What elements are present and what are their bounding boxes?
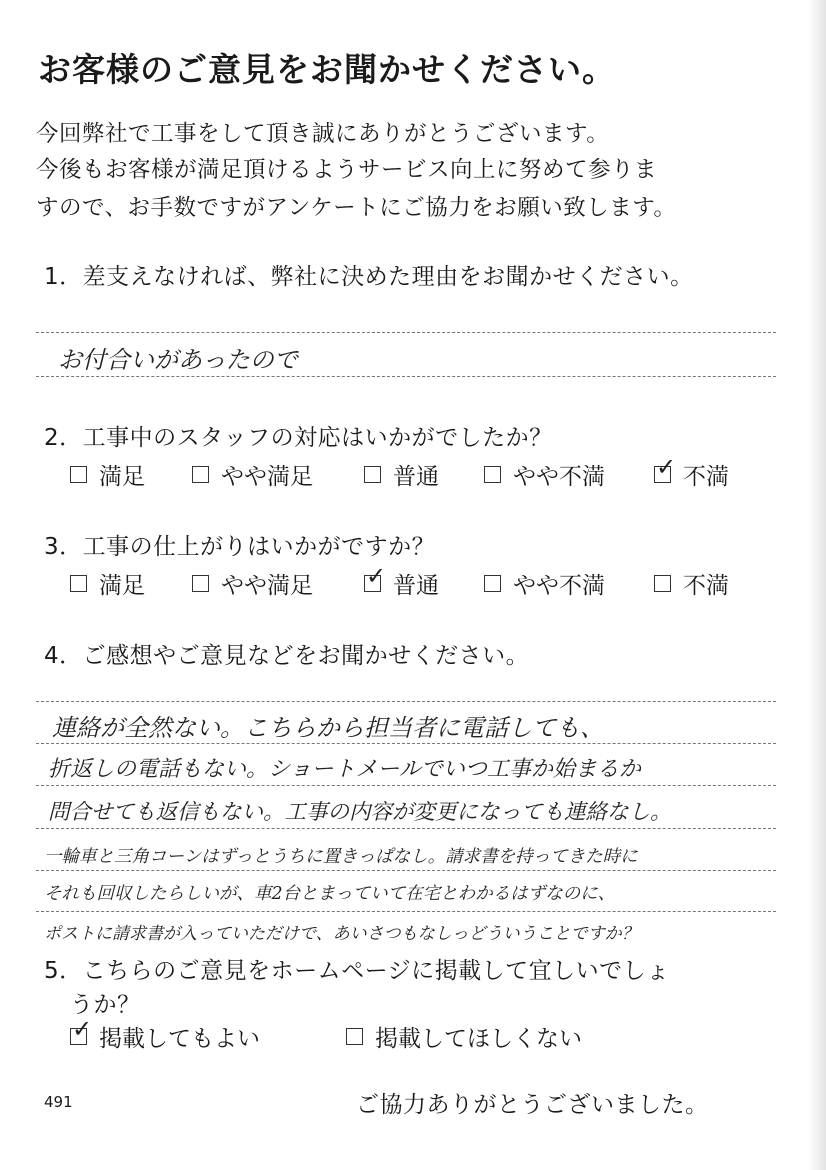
answer-line [36, 332, 776, 333]
q2-option-4[interactable]: やや不満 [484, 458, 654, 491]
q5-option-2[interactable]: 掲載してほしくない [346, 1020, 582, 1053]
checkbox[interactable] [364, 466, 381, 483]
question-5-line-2: うか？ [70, 992, 141, 1018]
checkbox[interactable] [192, 466, 209, 483]
answer-line [36, 785, 776, 786]
question-2-options [70, 453, 729, 491]
checkbox[interactable] [346, 1028, 363, 1045]
checkbox[interactable] [654, 575, 671, 592]
q2-option-5[interactable]: ✓ 不満 [656, 453, 729, 490]
page-edge-shadow [808, 0, 826, 1170]
q2-option-1[interactable]: 満足 [70, 458, 192, 491]
question-4: 4．ご感想やご意見などをお聞かせください。 [44, 643, 530, 669]
question-4-answer-line-6: ポストに請求書が入っていただけで、あいさつもなしっどういうことですか？ [44, 924, 639, 944]
question-4-answer-line-2: 折返しの電話もない。ショートメールでいつ工事か始まるか [48, 757, 641, 782]
question-3-options [70, 562, 729, 600]
question-4-answer-line-3: 問合せても返信もない。工事の内容が変更になっても連絡なし。 [48, 800, 672, 825]
question-4-answer-line-4: 一輪車と三角コーンはずっとうちに置きっぱなし。請求書を持ってきた時に [44, 847, 638, 867]
page-title: お客様のご意見をお聞かせください。 [38, 50, 616, 89]
question-5-line-1: 5．こちらのご意見をホームページに掲載して宜しいでしょ [44, 958, 670, 984]
answer-line [36, 828, 776, 829]
q2-option-2[interactable]: やや満足 [192, 458, 364, 491]
question-2: 2．工事中のスタッフの対応はいかがでしたか？ [44, 425, 553, 451]
page-number: 491 [44, 1093, 73, 1111]
answer-line [36, 701, 776, 702]
check-mark-icon: ✓ [72, 1015, 93, 1043]
checkbox-checked[interactable] [70, 1015, 93, 1045]
checkbox-checked[interactable] [364, 562, 387, 592]
q3-option-5[interactable]: 不満 [654, 567, 729, 600]
check-mark-icon: ✓ [656, 453, 677, 481]
answer-line [36, 870, 776, 871]
question-1: 1．差支えなければ、弊社に決めた理由をお聞かせください。 [44, 264, 694, 290]
question-4-answer-line-5: それも回収したらしいが、車2台とまっていて在宅とわかるはずなのに、 [44, 884, 616, 904]
q5-option-1[interactable]: ✓ 掲載してもよい [72, 1015, 260, 1052]
checkbox[interactable] [484, 575, 501, 592]
intro-line-3: すので、お手数ですがアンケートにご協力をお願い致します。 [36, 195, 677, 221]
answer-line [36, 911, 776, 912]
q3-option-2[interactable]: やや満足 [192, 567, 364, 600]
check-mark-icon: ✓ [366, 562, 387, 590]
checkbox[interactable] [192, 575, 209, 592]
answer-line [36, 743, 776, 744]
checkbox-checked[interactable] [654, 453, 677, 483]
intro-line-1: 今回弊社で工事をして頂き誠にありがとうございます。 [36, 121, 610, 147]
q3-option-4[interactable]: やや不満 [484, 567, 654, 600]
question-5-options [70, 1015, 582, 1053]
answer-line [36, 376, 776, 377]
q3-option-3[interactable]: ✓ 普通 [366, 562, 439, 599]
closing-message: ご協力ありがとうございました。 [356, 1092, 709, 1118]
checkbox[interactable] [70, 466, 87, 483]
checkbox[interactable] [484, 466, 501, 483]
q2-option-3[interactable]: 普通 [364, 458, 484, 491]
intro-line-2: 今後もお客様が満足頂けるようサービス向上に努めて参りま [36, 157, 658, 183]
question-4-answer-line-1: 連絡が全然ない。こちらから担当者に電話しても、 [52, 714, 604, 742]
checkbox[interactable] [70, 575, 87, 592]
question-3: 3．工事の仕上がりはいかがですか？ [44, 534, 436, 560]
q3-option-1[interactable]: 満足 [70, 567, 192, 600]
question-1-answer: お付合いがあったので [58, 346, 298, 374]
